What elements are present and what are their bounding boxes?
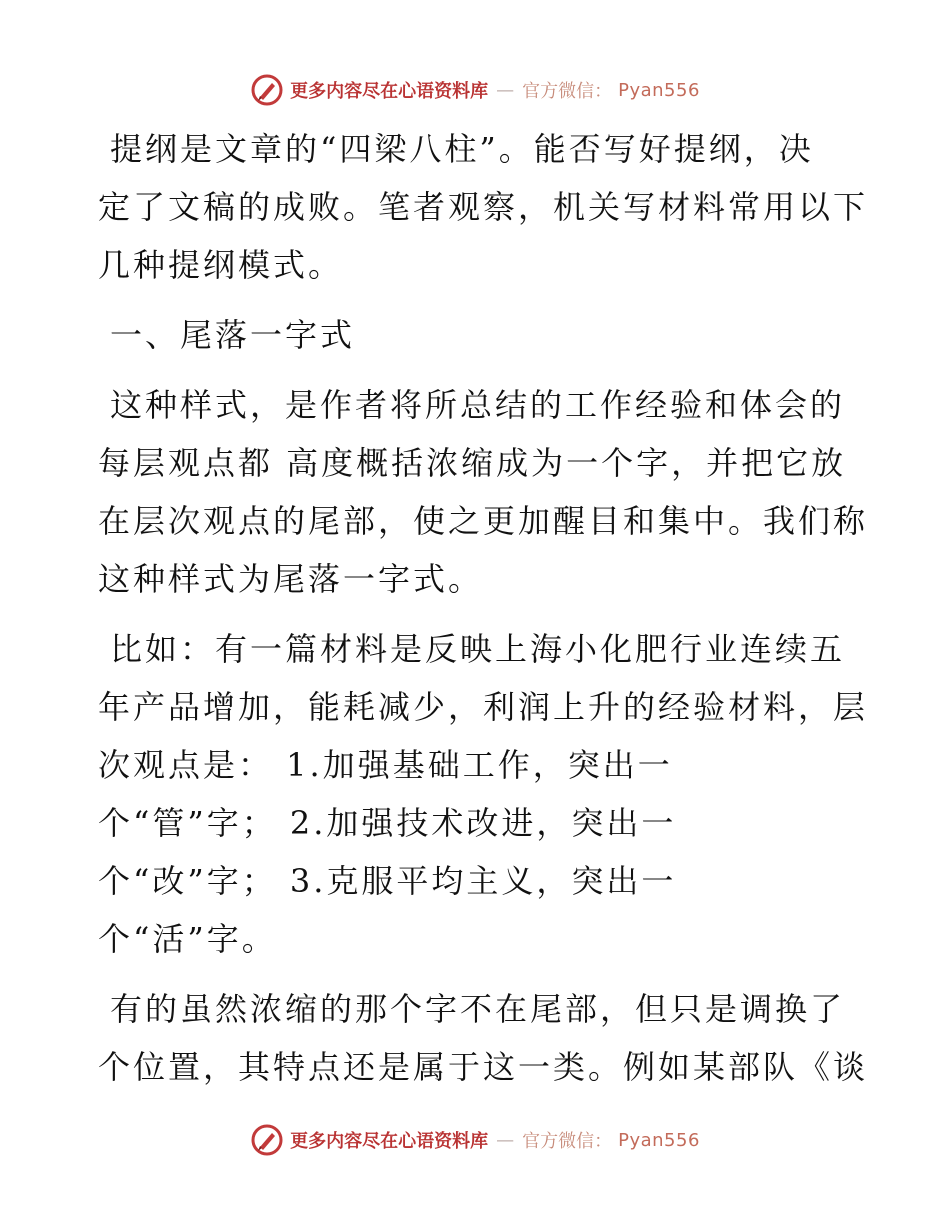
paragraph-variation [98,980,869,1096]
watermark-contact-label: 官方微信： [522,1131,613,1152]
watermark-brand: 更多内容尽在心语资料库 [290,81,489,102]
text-line: 个“管”字； 2.加强技术改进，突出一 [98,804,677,842]
text-line: 个“活”字。 [98,920,277,958]
text-line: 这种样式为尾落一字式。 [98,560,484,598]
pen-logo-icon [250,1123,284,1157]
watermark-header [0,70,950,110]
watermark-contact-label: 官方微信： [522,81,613,102]
watermark-dash: — [496,1129,515,1151]
watermark-dash: — [496,79,515,101]
text-line: 提纲是文章的“四梁八柱”。能否写好提纲，决 [110,130,814,168]
text-line: 在层次观点的尾部，使之更加醒目和集中。我们称 [98,502,869,540]
text-line: 几种提纲模式。 [98,246,344,284]
paragraph-intro [98,120,869,294]
pen-logo-icon [250,73,284,107]
text-line: 比如：有一篇材料是反映上海小化肥行业连续五 [110,630,846,668]
text-line: 定了文稿的成败。笔者观察，机关写材料常用以下 [98,188,869,226]
text-line: 这种样式，是作者将所总结的工作经验和体会的 [110,386,846,424]
document-body [98,120,869,1108]
text-line: 个位置，其特点还是属于这一类。例如某部队《谈 [98,1048,869,1086]
watermark-contact-id: Pyan556 [618,1129,700,1151]
text-line: 次观点是： 1.加强基础工作，突出一 [98,746,673,784]
watermark-brand: 更多内容尽在心语资料库 [290,1131,489,1152]
text-line: 年产品增加，能耗减少，利润上升的经验材料，层 [98,688,869,726]
watermark-footer [0,1120,950,1160]
watermark-contact-id: Pyan556 [618,79,700,101]
paragraph-example [98,620,869,968]
paragraph-definition [98,376,869,608]
text-line: 个“改”字； 3.克服平均主义，突出一 [98,862,677,900]
text-line: 每层观点都 高度概括浓缩成为一个字，并把它放 [98,444,847,482]
section-heading: 一、尾落一字式 [110,316,356,354]
text-line: 有的虽然浓缩的那个字不在尾部，但只是调换了 [110,990,846,1028]
